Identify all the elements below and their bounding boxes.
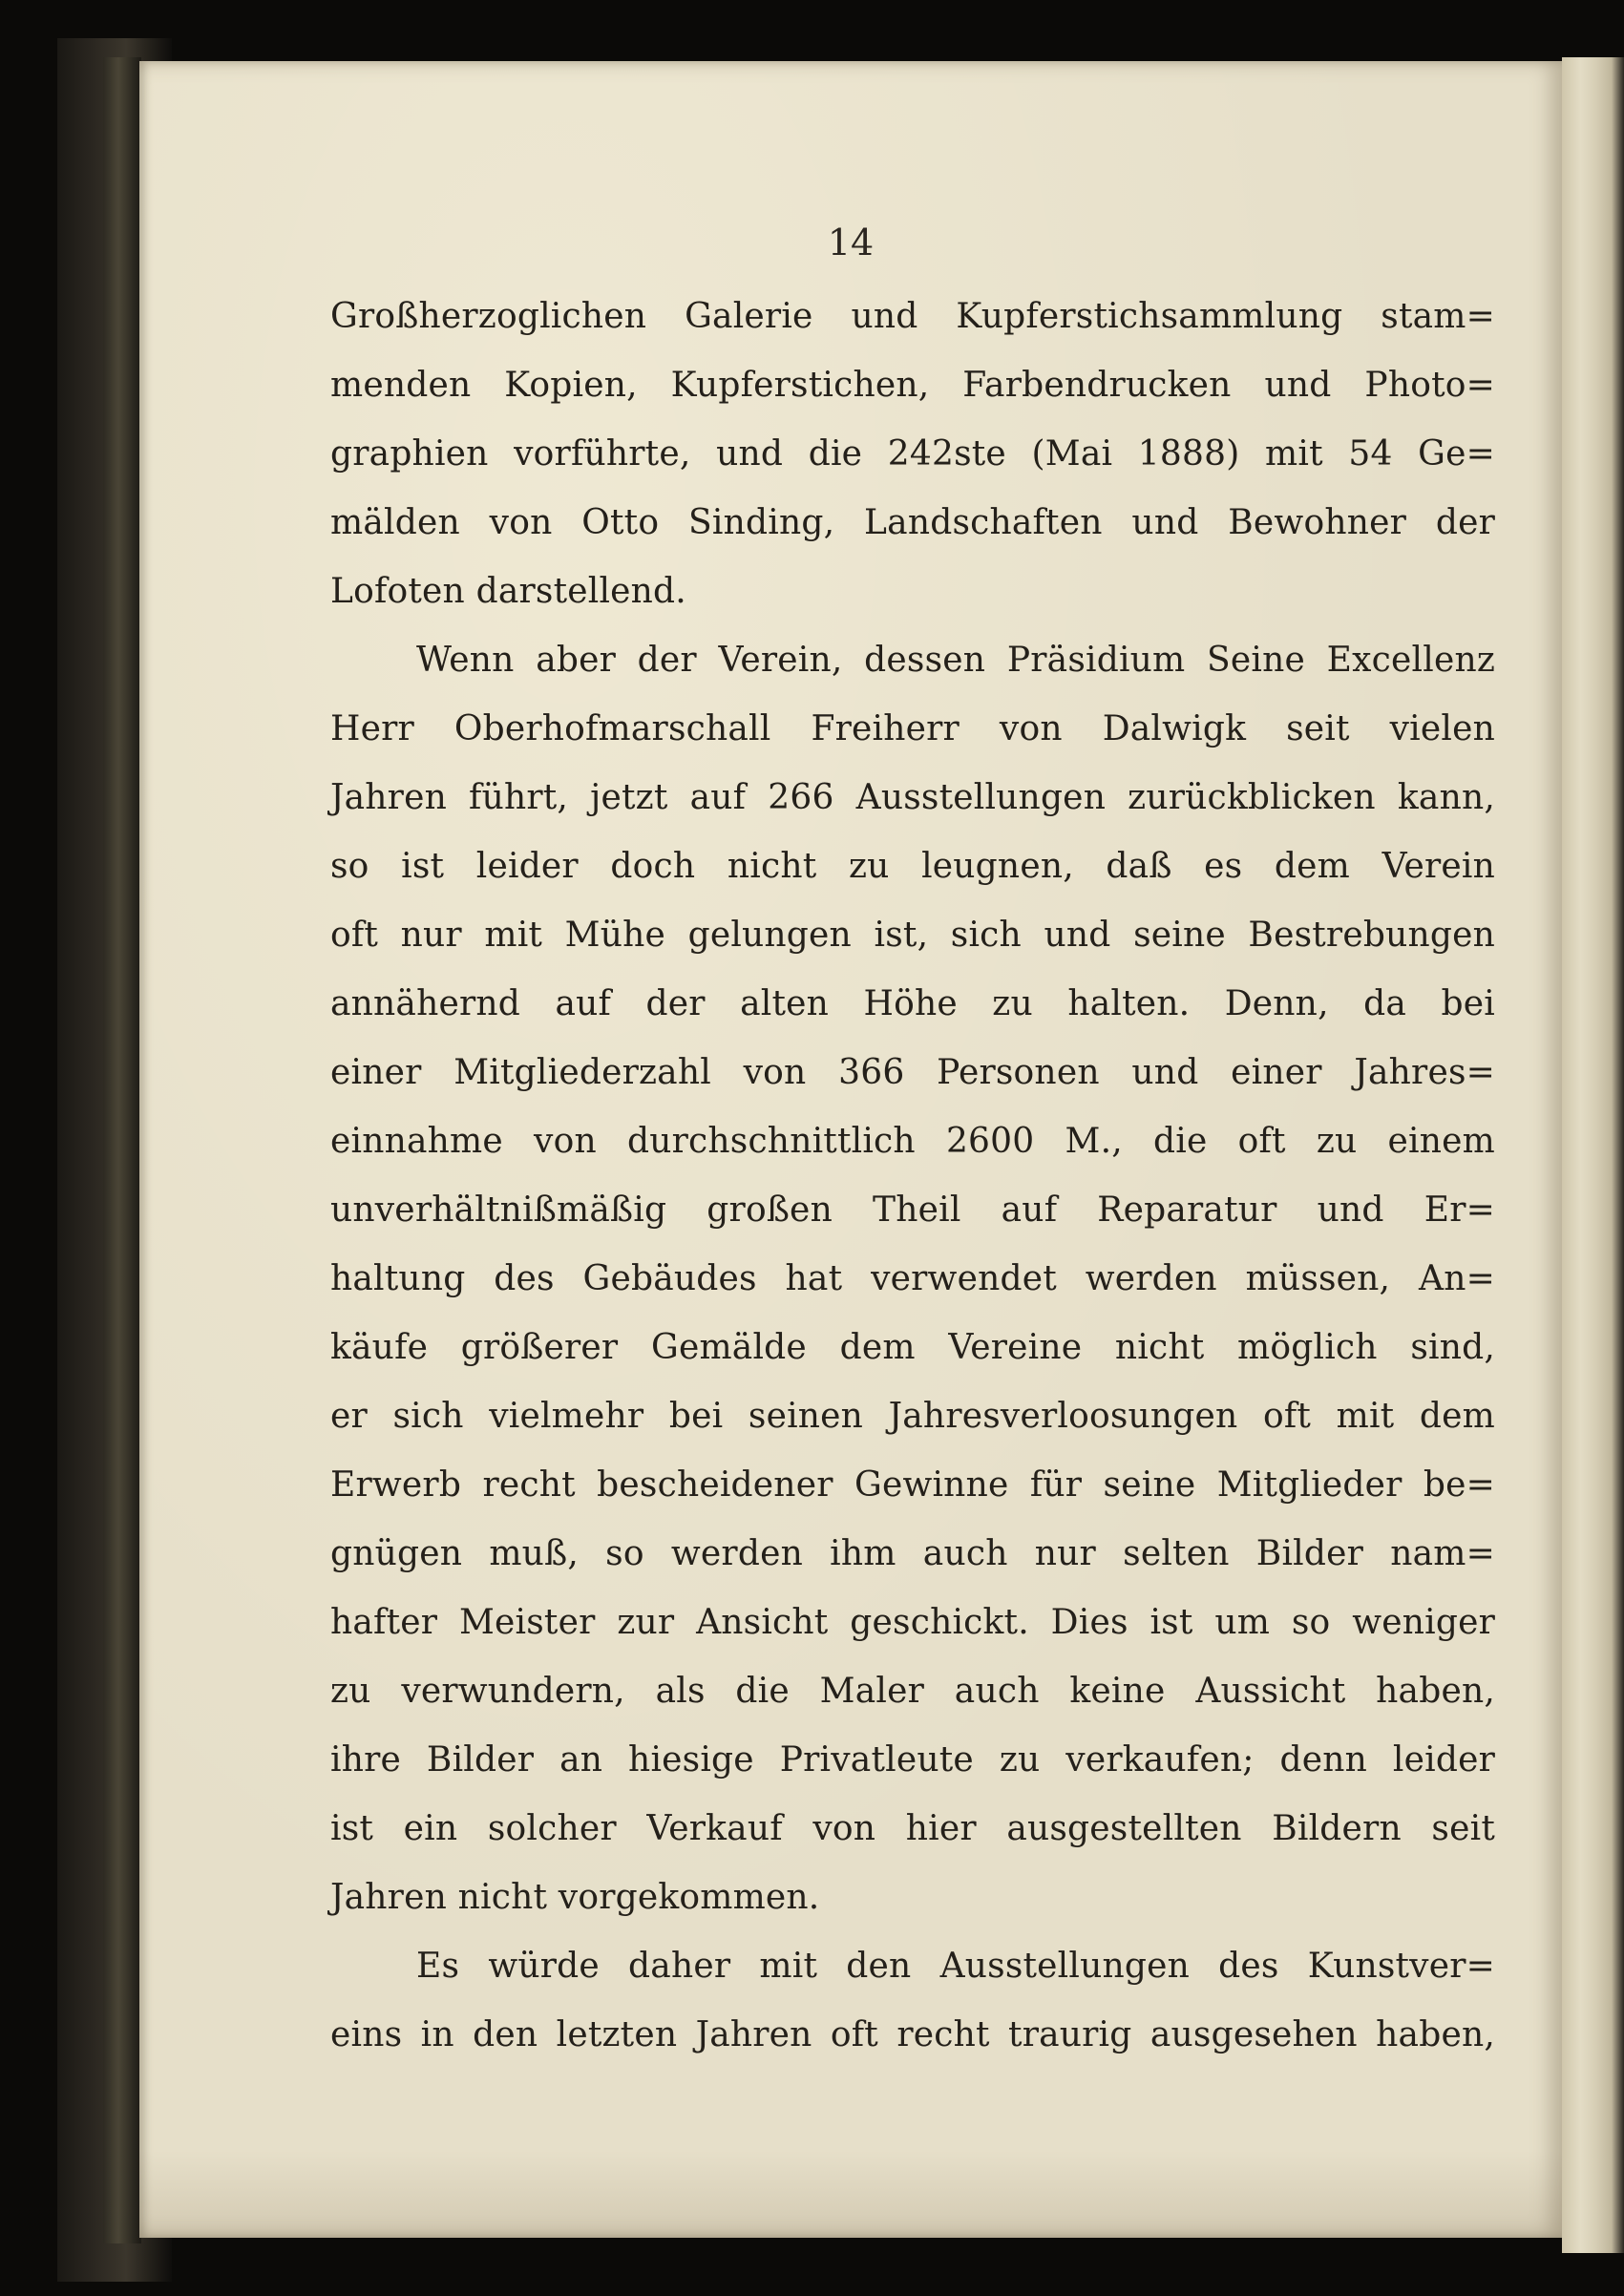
text-line: gnügen muß, so werden ihm auch nur selten Bilder nam=: [330, 1534, 1495, 1573]
text-line: unverhältnißmäßig großen Theil auf Reparatur und Er=: [330, 1190, 1495, 1230]
book-page: [139, 61, 1562, 2238]
page-number: 14: [827, 221, 875, 263]
text-line: Lofoten darstellend.: [330, 572, 686, 611]
text-line: annähernd auf der alten Höhe zu halten. Denn, da bei: [330, 984, 1495, 1023]
text-line: Jahren nicht vorgekommen.: [330, 1878, 820, 1917]
page-text: [330, 283, 1495, 2070]
text-line: Jahren führt, jetzt auf 266 Ausstellungen zurückblicken kann,: [330, 778, 1495, 817]
text-line: zu verwundern, als die Maler auch keine Aussicht haben,: [330, 1672, 1495, 1711]
text-line: hafter Meister zur Ansicht geschickt. Dies ist um so weniger: [330, 1603, 1495, 1642]
page-stack-edge: [1562, 57, 1624, 2253]
text-line: Es würde daher mit den Ausstellungen des Kunstver=: [416, 1947, 1495, 1986]
text-line: ist ein solcher Verkauf von hier ausgestellten Bildern seit: [330, 1809, 1495, 1848]
text-line: er sich vielmehr bei seinen Jahresverloosungen oft mit dem: [330, 1397, 1495, 1436]
text-line: mälden von Otto Sinding, Landschaften und Bewohner der: [330, 503, 1495, 542]
text-line: oft nur mit Mühe gelungen ist, sich und seine Bestrebungen: [330, 916, 1495, 955]
text-line: haltung des Gebäudes hat verwendet werden müssen, An=: [330, 1259, 1495, 1298]
text-line: so ist leider doch nicht zu leugnen, daß es dem Verein: [330, 847, 1495, 886]
text-line: einnahme von durchschnittlich 2600 M., die oft zu einem: [330, 1122, 1495, 1161]
text-line: menden Kopien, Kupferstichen, Farbendrucken und Photo=: [330, 366, 1495, 405]
text-line: Wenn aber der Verein, dessen Präsidium Seine Excellenz: [416, 641, 1495, 680]
text-line: Herr Oberhofmarschall Freiherr von Dalwigk seit vielen: [330, 709, 1495, 748]
text-line: käufe größerer Gemälde dem Vereine nicht möglich sind,: [330, 1328, 1495, 1367]
text-line: Großherzoglichen Galerie und Kupferstichsammlung stam=: [330, 297, 1495, 336]
book-spine: [103, 57, 141, 2243]
text-line: graphien vorführte, und die 242ste (Mai 1888) mit 54 Ge=: [330, 434, 1495, 474]
text-line: eins in den letzten Jahren oft recht traurig ausgesehen haben,: [330, 2015, 1495, 2054]
text-line: Erwerb recht bescheidener Gewinne für seine Mitglieder be=: [330, 1465, 1495, 1505]
text-line: einer Mitgliederzahl von 366 Personen und einer Jahres=: [330, 1053, 1495, 1092]
text-line: ihre Bilder an hiesige Privatleute zu verkaufen; denn leider: [330, 1740, 1495, 1780]
